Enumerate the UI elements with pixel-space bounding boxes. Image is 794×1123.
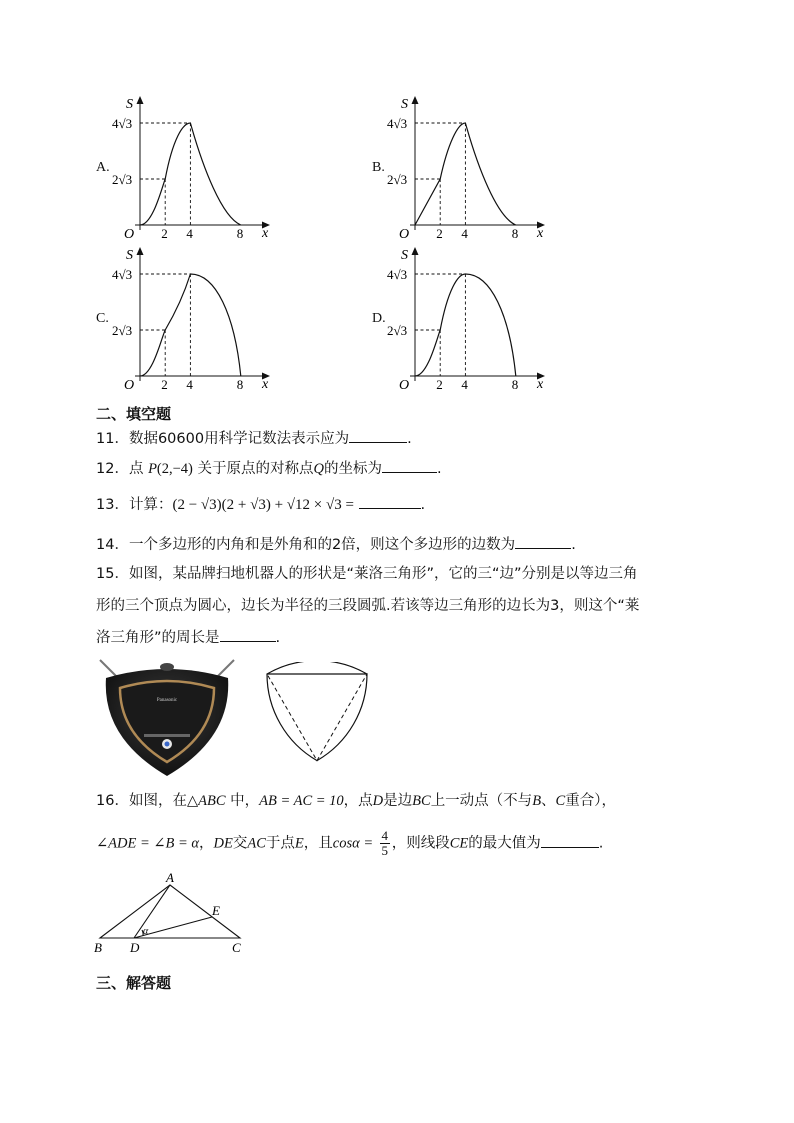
tick-label-x-8: 8 [236, 377, 244, 392]
tick-label-x-8: 8 [236, 226, 244, 241]
triangle-abc-figure [92, 870, 252, 960]
tick-label-x-2: 2 [436, 377, 443, 392]
graph-a [110, 92, 290, 242]
answer-blank[interactable] [349, 428, 407, 443]
tick-label-y-mid: 2√3 [112, 323, 133, 338]
option-d-label: D. [372, 311, 386, 326]
tick-label-x-2: 2 [436, 226, 443, 241]
fraction: $\frac{4}{5}$ [381, 828, 388, 858]
inner-triangle [267, 674, 367, 761]
label-a: A [166, 870, 174, 885]
tick-label-x-8: 8 [511, 226, 519, 241]
question-16-line-1: 16．如图，在△ABC 中，AB = AC = 10，点D是边BC上一动点（不与B、C重合）， [96, 793, 616, 809]
origin-label: O [399, 227, 410, 242]
graph-b [385, 92, 565, 242]
tick-label-y-top: 4√3 [387, 116, 408, 131]
tick-label-x-2: 2 [161, 226, 168, 241]
label-c: C [232, 940, 241, 955]
origin-label: O [124, 378, 135, 393]
y-axis-arrow-icon [137, 247, 144, 255]
tick-label-y-top: 4√3 [387, 267, 408, 282]
tick-label-y-mid: 2√3 [387, 323, 408, 338]
answer-blank[interactable] [515, 534, 571, 549]
tick-label-x-4: 4 [461, 226, 468, 241]
question-16-line-2: ∠ADE = ∠B = α，DE交AC于点E，且cosα = $\frac{4}{5}$ ，则线段CE的最大值为 . [96, 828, 604, 858]
axis-label-s: S [401, 97, 408, 112]
tick-label-x-4: 4 [461, 377, 468, 392]
tick-label-x-2: 2 [161, 377, 168, 392]
tick-label-y-mid: 2√3 [112, 172, 133, 187]
label-alpha: α [143, 926, 149, 937]
q13-expression: (2 − √3)(2 + √3) + √12 × √3 = [172, 497, 354, 513]
question-15-line-2: 形的三个顶点为圆心，边长为半径的三段圆弧.若该等边三角形的边长为3，则这个“莱 [96, 598, 640, 614]
robot-brand-logo: Panasonic [156, 698, 178, 703]
tick-label-y-mid: 2√3 [387, 172, 408, 187]
answer-blank[interactable] [541, 833, 599, 848]
answer-blank[interactable] [382, 458, 437, 473]
axis-label-s: S [126, 248, 133, 263]
axis-label-x: x [537, 226, 544, 241]
label-b: B [94, 940, 102, 955]
answer-blank[interactable] [220, 627, 276, 642]
y-axis-arrow-icon [412, 96, 419, 104]
axis-label-s: S [126, 97, 133, 112]
question-12: 12．点 P(2,−4) 关于原点的对称点Q的坐标为 . [96, 458, 442, 479]
option-b-label: B. [372, 160, 385, 175]
graph-d [385, 243, 565, 393]
tick-label-x-4: 4 [186, 226, 193, 241]
graph-c [110, 243, 290, 393]
y-axis-arrow-icon [137, 96, 144, 104]
question-14: 14．一个多边形的内角和是外角和的2倍，则这个多边形的边数为 . [96, 534, 576, 555]
section-heading-solve: 三、解答题 [96, 974, 172, 992]
question-11: 11．数据60600用科学记数法表示应为 . [96, 428, 412, 449]
axis-label-x: x [262, 226, 269, 241]
axis-label-x: x [537, 377, 544, 392]
tick-label-y-top: 4√3 [112, 116, 133, 131]
option-a-label: A. [96, 160, 110, 175]
y-axis-arrow-icon [412, 247, 419, 255]
tick-label-y-top: 4√3 [112, 267, 133, 282]
robot-vacuum-image [96, 656, 238, 780]
option-c-label: C. [96, 311, 109, 326]
q11-text: 11．数据60600用科学记数法表示应为 [96, 431, 350, 447]
axis-label-s: S [401, 248, 408, 263]
question-13: 13．计算：(2 − √3)(2 + √3) + √12 × √3 = . [96, 494, 425, 515]
question-15-line-1: 15．如图，某品牌扫地机器人的形状是“莱洛三角形”，它的三“边”分别是以等边三角 [96, 566, 638, 582]
answer-blank[interactable] [359, 494, 421, 509]
reuleaux-triangle-figure [262, 662, 372, 766]
origin-label: O [399, 378, 410, 393]
label-e: E [212, 903, 220, 918]
reuleaux-arcs [267, 662, 367, 761]
label-d: D [130, 940, 140, 955]
section-heading-fill-blank: 二、填空题 [96, 405, 172, 423]
question-15-line-3: 洛三角形”的周长是 . [96, 627, 280, 648]
tick-label-x-4: 4 [186, 377, 193, 392]
origin-label: O [124, 227, 135, 242]
tick-label-x-8: 8 [511, 377, 519, 392]
axis-label-x: x [262, 377, 269, 392]
